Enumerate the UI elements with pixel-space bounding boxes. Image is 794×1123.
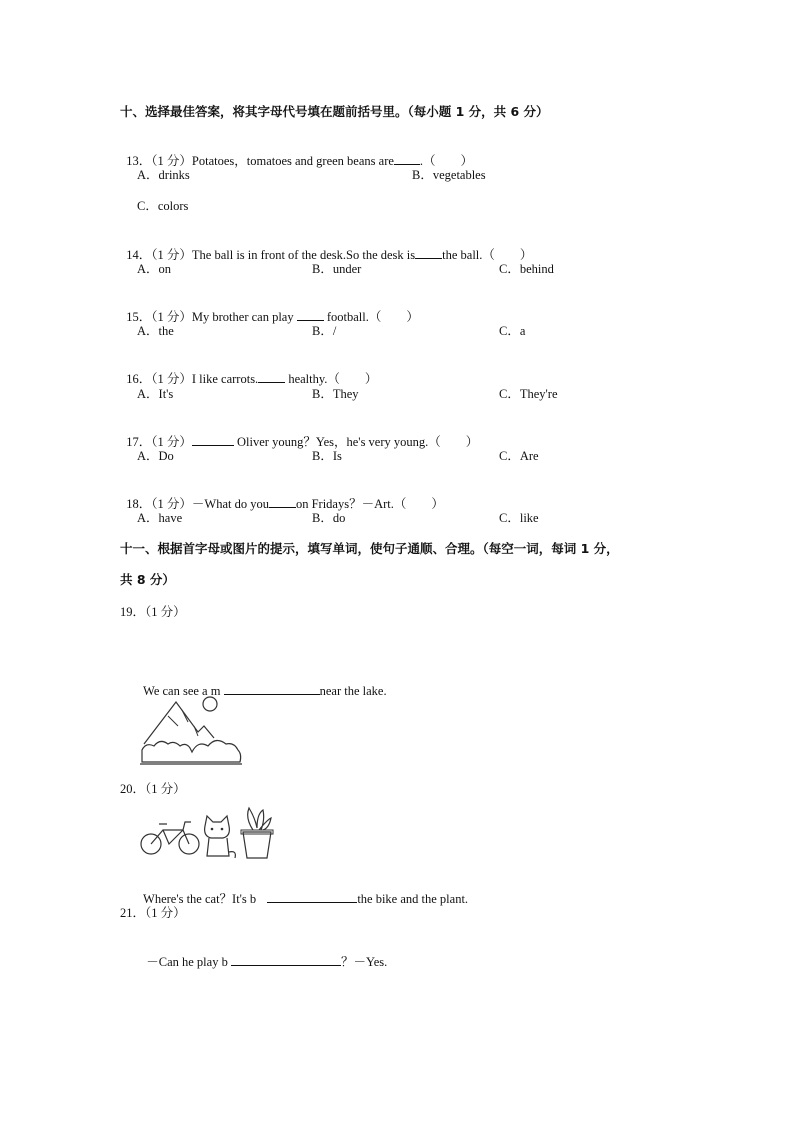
question-15 — [120, 292, 419, 325]
option-a[interactable] — [137, 448, 174, 464]
option-letter: B． — [312, 262, 333, 276]
question-21 — [140, 937, 387, 970]
bike-cat-plant-picture — [139, 806, 275, 862]
option-text: under — [332, 262, 362, 276]
option-text: drinks — [158, 168, 190, 182]
question-text-before: We can see a m — [143, 684, 224, 698]
question-number: 17．（1 分） — [126, 435, 192, 449]
option-letter: A． — [137, 262, 159, 276]
question-text-before: The ball is in front of the desk.So the desk is — [191, 248, 416, 262]
question-text-before: My brother can play — [191, 310, 297, 324]
option-text: colors — [157, 199, 189, 213]
option-letter: B． — [312, 511, 333, 525]
option-letter: C． — [499, 262, 520, 276]
option-a[interactable] — [137, 323, 174, 339]
question-number: 18．（1 分） — [126, 497, 192, 511]
option-a[interactable] — [137, 167, 190, 183]
question-17 — [120, 417, 478, 450]
answer-blank[interactable] — [267, 890, 357, 903]
answer-blank[interactable] — [258, 370, 285, 383]
option-letter: B． — [312, 449, 333, 463]
option-b[interactable] — [312, 448, 342, 464]
option-text: have — [158, 511, 183, 525]
option-c[interactable] — [499, 510, 539, 526]
option-c[interactable] — [137, 198, 188, 214]
question-text-after: the bike and the plant. — [357, 892, 469, 906]
option-a[interactable] — [137, 510, 182, 526]
option-letter: C． — [499, 387, 520, 401]
section-10-title: 十、选择最佳答案，将其字母代号填在题前括号里。（每小题 1 分，共 6 分） — [120, 104, 549, 119]
question-text-before: －Can he play b — [146, 955, 231, 969]
question-16 — [120, 354, 377, 387]
option-text: It's — [158, 387, 174, 401]
question-text-after: on Fridays？－Art.（ ） — [295, 497, 444, 511]
section-11-title-line2: 共 8 分） — [120, 572, 175, 587]
option-text: Is — [332, 449, 342, 463]
question-text-before: Potatoes，tomatoes and green beans are — [191, 154, 394, 168]
question-number: 15．（1 分） — [126, 310, 192, 324]
option-letter: C． — [499, 449, 520, 463]
question-text-before: －What do you — [191, 497, 269, 511]
option-a[interactable] — [137, 386, 173, 402]
question-text-after: football.（ ） — [323, 310, 419, 324]
question-number: 13．（1 分） — [126, 154, 192, 168]
option-a[interactable] — [137, 261, 171, 277]
option-text: a — [519, 324, 526, 338]
option-text: They — [332, 387, 359, 401]
option-letter: B． — [412, 168, 433, 182]
mountain-picture — [138, 692, 244, 766]
question-19-number: 19．（1 分） — [120, 605, 186, 619]
option-text: Do — [158, 449, 174, 463]
option-letter: C． — [499, 324, 520, 338]
option-text: / — [332, 324, 337, 338]
answer-blank[interactable] — [192, 433, 234, 446]
question-text-after: .（ ） — [419, 154, 474, 168]
option-c[interactable] — [499, 448, 539, 464]
question-text-after: the ball.（ ） — [442, 248, 533, 262]
answer-blank[interactable] — [415, 246, 442, 259]
question-text-after: near the lake. — [319, 684, 387, 698]
question-text-after: Oliver young？Yes，he's very young.（ ） — [233, 435, 479, 449]
option-letter: A． — [137, 387, 159, 401]
section-11-title-line1: 十一、根据首字母或图片的提示，填写单词，使句子通顺、合理。（每空一词，每词 1 分， — [120, 541, 619, 556]
answer-blank[interactable] — [231, 953, 341, 966]
question-20-number: 20．（1 分） — [120, 782, 186, 796]
option-text: They're — [519, 387, 558, 401]
option-text: like — [519, 511, 539, 525]
question-14 — [120, 230, 532, 263]
question-text-before: I like carrots. — [191, 372, 259, 386]
option-b[interactable] — [312, 510, 345, 526]
question-18 — [120, 479, 444, 512]
option-b[interactable] — [312, 323, 336, 339]
answer-blank[interactable] — [297, 308, 324, 321]
option-text: vegetables — [432, 168, 486, 182]
option-text: do — [332, 511, 346, 525]
option-letter: A． — [137, 168, 159, 182]
question-text-before: Where's the cat？It's b — [143, 892, 260, 906]
question-number: 16．（1 分） — [126, 372, 192, 386]
option-c[interactable] — [499, 261, 554, 277]
option-b[interactable] — [412, 167, 486, 183]
option-letter: C． — [137, 199, 158, 213]
question-20 — [137, 874, 468, 907]
option-letter: A． — [137, 324, 159, 338]
answer-blank[interactable] — [394, 152, 420, 165]
question-text-after: ？－Yes. — [340, 955, 388, 969]
option-letter: A． — [137, 511, 159, 525]
option-b[interactable] — [312, 386, 359, 402]
question-21-number: 21．（1 分） — [120, 906, 186, 920]
question-13 — [120, 136, 473, 169]
option-c[interactable] — [499, 386, 558, 402]
option-letter: C． — [499, 511, 520, 525]
option-c[interactable] — [499, 323, 525, 339]
question-number: 14．（1 分） — [126, 248, 192, 262]
option-letter: A． — [137, 449, 159, 463]
option-text: behind — [519, 262, 554, 276]
question-text-after: healthy.（ ） — [285, 372, 378, 386]
option-letter: B． — [312, 387, 333, 401]
option-text: the — [158, 324, 174, 338]
option-b[interactable] — [312, 261, 361, 277]
answer-blank[interactable] — [269, 495, 296, 508]
option-text: Are — [519, 449, 539, 463]
option-text: on — [158, 262, 172, 276]
option-letter: B． — [312, 324, 333, 338]
